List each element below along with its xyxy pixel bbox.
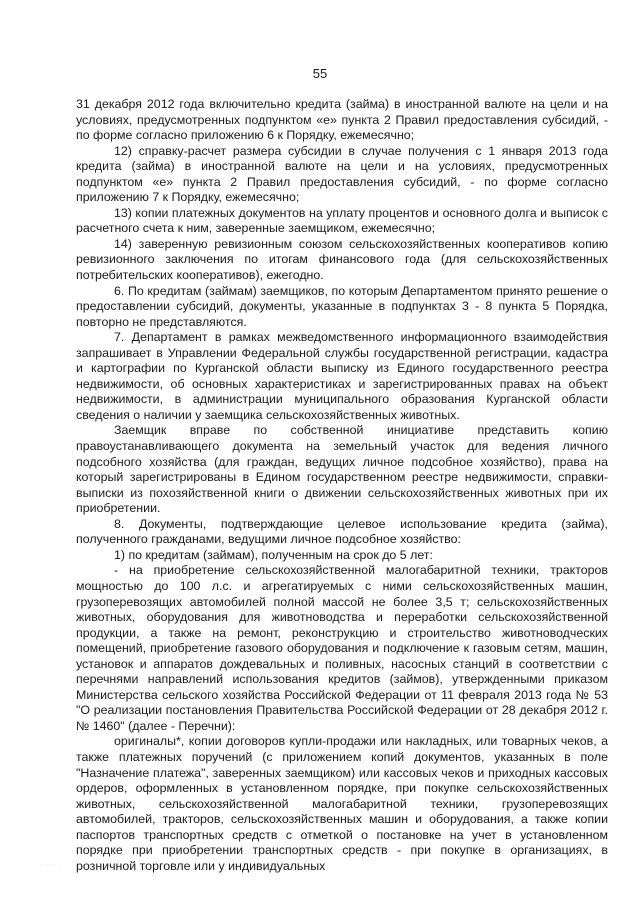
paragraph-section-8: 8. Документы, подтверждающие целевое использование кредита (займа), полученного гражданами, ведущими личное подсобное хозяйство: bbox=[76, 516, 608, 547]
document-body bbox=[76, 97, 608, 874]
paragraph-section-7: 7. Департамент в рамках межведомственного информационного взаимодействия запрашивает в Управлении Федеральной службы государственной регистрации, кадастра и картографии по Курганской области выписку из Единого государственного реестра недвижимости, об основных характеристиках и зарегистрированных правах на объект недвижимости, в администрации муниципального образования Курганской области сведения о наличии у заемщика сельскохозяйственных животных. bbox=[76, 330, 608, 422]
paragraph-item-14: 14) заверенную ревизионным союзом сельскохозяйственных кооперативов копию ревизионного заключения по итогам финансового года (для сельскохозяйственных потребительских кооперативов), ежегодно. bbox=[76, 236, 608, 283]
paragraph-originals: оригиналы*, копии договоров купли-продажи или накладных, или товарных чеков, а также платежных поручений (с приложением копий документов, указанных в поле "Назначение платежа", заверенных заемщиком) или кассовых чеков и приходных кассовых ордеров, оформленных в установленном порядке, при покупке сельскохозяйственных животных, сельскохозяйственной малогабаритной техники, грузоперевозящих автомобилей, тракторов, сельскохозяйственных машин и оборудования, а также копии паспортов транспортных средств с отметкой о постановке на учет в установленном порядке при приобретении транспортных средств - при покупке в организациях, в розничной торговле или у индивидуальных bbox=[76, 734, 608, 873]
paragraph-continuation: 31 декабря 2012 года включительно кредита (займа) в иностранной валюте на цели и на условиях, предусмотренных подпунктом «е» пункта 2 Правил предоставления субсидий, - по форме согласно приложению 6 к Порядку, ежемесячно; bbox=[76, 97, 608, 143]
paragraph-section-6: 6. По кредитам (займам) заемщиков, по которым Департаментом принято решение о предоставлении субсидий, документы, указанные в подпунктах 3 - 8 пункта 5 Порядка, повторно не представляются. bbox=[76, 283, 608, 329]
scan-artifact: · · · · bbox=[40, 861, 63, 868]
paragraph-item-1: 1) по кредитам (займам), полученным на срок до 5 лет: bbox=[114, 547, 433, 562]
paragraph-purchase-list: - на приобретение сельскохозяйственной малогабаритной техники, тракторов мощностью до 100 л.с. и агрегатируемых с ними сельскохозяйственных машин, грузоперевозящих автомобилей полной массой не более 3,5 т; сельскохозяйственных животных, оборудования для животноводства и переработки сельскохозяйственной продукции, а также на ремонт, реконструкцию и строительство животноводческих помещений, приобретение газового оборудования и подключение к газовым сетям, машин, установок и аппаратов дождевальных и поливных, насосных станций в соответствии с перечнями направлений использования кредитов (займов), утвержденными приказом Министерства сельского хозяйства Российской Федерации от 11 февраля 2013 года № 53 "О реализации постановления Правительства Российской Федерации от 28 декабря 2012 г. № 1460" (далее - Перечни): bbox=[76, 563, 608, 733]
paragraph-item-12: 12) справку-расчет размера субсидии в случае получения с 1 января 2013 года кредита (займа) в иностранной валюте на цели и на условиях, предусмотренных подпунктом «е» пункта 2 Правил предоставления субсидий, - по форме согласно приложению 7 к Порядку, ежемесячно; bbox=[76, 143, 608, 205]
paragraph-item-13: 13) копии платежных документов на уплату процентов и основного долга и выписок с расчетного счета к ним, заверенные заемщиком, ежемесячно; bbox=[76, 205, 608, 236]
page-number: 55 bbox=[312, 66, 328, 81]
paragraph-borrower-right: Заемщик вправе по собственной инициативе представить копию правоустанавливающего документа на земельный участок для ведения личного подсобного хозяйства (для граждан, ведущих личное подсобное хозяйство), права на который зарегистрированы в Едином государственном реестре недвижимости, справки-выписки из похозяйственной книги о движении сельскохозяйственных животных при их приобретении. bbox=[76, 423, 608, 516]
